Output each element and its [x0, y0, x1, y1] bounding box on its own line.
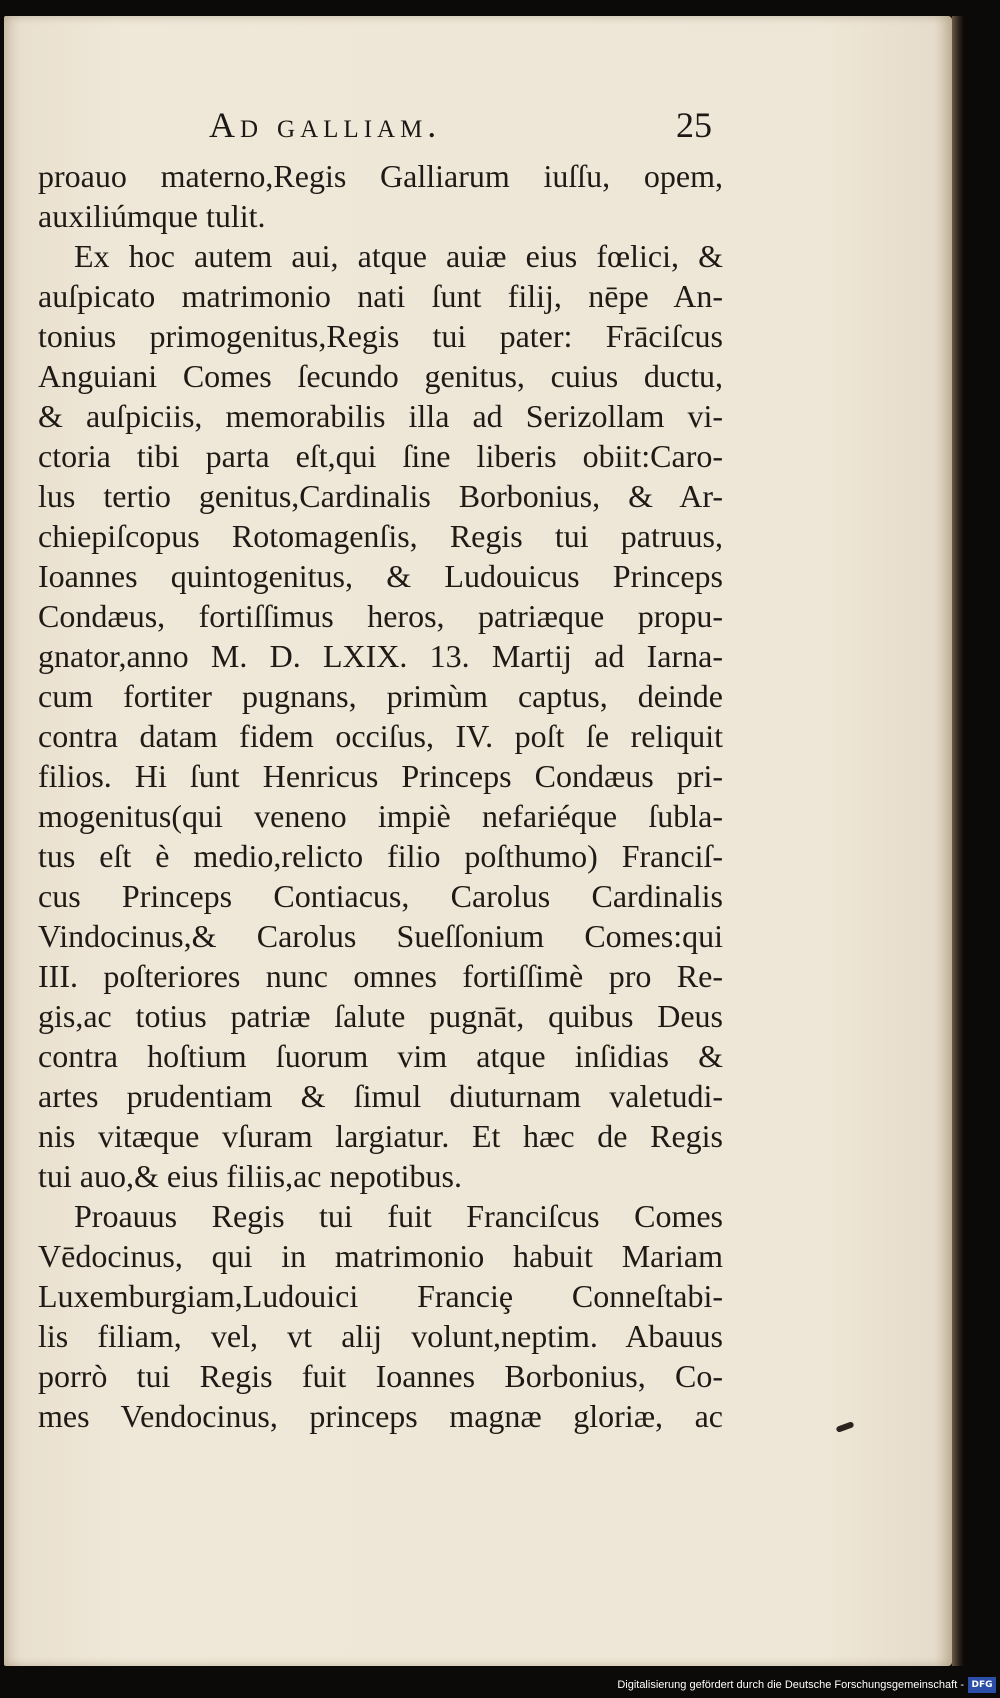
- text-line: Ex hoc autem aui, atque auiæ eius fœlici, &: [74, 238, 723, 274]
- text-line: Luxemburgiam,Ludouici Franciȩ Conneſtabi-: [38, 1278, 723, 1314]
- text-line: & auſpiciis, memorabilis illa ad Serizollam vi-: [38, 398, 723, 434]
- text-line: nis vitæque vſuram largiatur. Et hæc de Regis: [38, 1118, 723, 1154]
- text-line: tui auo,& eius filiis,ac nepotibus.: [38, 1158, 462, 1194]
- digitization-credit: Digitalisierung gefördert durch die Deutsche Forschungsgemeinschaft -: [617, 1679, 964, 1691]
- text-line: contra datam fidem occiſus, IV. poſt ſe reliquit: [38, 718, 723, 754]
- text-line: Condæus, fortiſſimus heros, patriæque propu-: [38, 598, 723, 634]
- text-line: ctoria tibi parta eſt,qui ſine liberis obiit:Caro-: [38, 438, 723, 474]
- text-line: auſpicato matrimonio nati ſunt filij, nēpe An-: [38, 278, 723, 314]
- text-line: lus tertio genitus,Cardinalis Borbonius, & Ar-: [38, 478, 723, 514]
- body-text: [38, 156, 723, 1436]
- text-line: III. poſteriores nunc omnes fortiſſimè pro Re-: [38, 958, 723, 994]
- text-line: lis filiam, vel, vt alij volunt,neptim. Abauus: [38, 1318, 723, 1354]
- running-head: Ad galliam.: [209, 105, 442, 145]
- text-line: artes prudentiam & ſimul diuturnam valetudi-: [38, 1078, 723, 1114]
- text-line: chiepiſcopus Rotomagenſis, Regis tui patruus,: [38, 518, 723, 554]
- text-line: gis,ac totius patriæ ſalute pugnāt, quibus Deus: [38, 998, 723, 1034]
- ink-speck: [836, 1421, 855, 1433]
- text-line: tus eſt è medio,relicto filio poſthumo) Franciſ-: [38, 838, 723, 874]
- text-line: filios. Hi ſunt Henricus Princeps Condæus pri-: [38, 758, 723, 794]
- text-line: Vindocinus,& Carolus Sueſſonium Comes:qui: [38, 918, 723, 954]
- page-header: [4, 104, 952, 152]
- text-line: gnator,anno M. D. LXIX. 13. Martij ad Iarna-: [38, 638, 723, 674]
- text-line: tonius primogenitus,Regis tui pater: Frāciſcus: [38, 318, 723, 354]
- text-line: proauo materno,Regis Galliarum iuſſu, opem,: [38, 158, 723, 194]
- text-line: Ioannes quintogenitus, & Ludouicus Princeps: [38, 558, 723, 594]
- text-line: contra hoſtium ſuorum vim atque inſidias &: [38, 1038, 723, 1074]
- text-line: Anguiani Comes ſecundo genitus, cuius ductu,: [38, 358, 723, 394]
- page-edge-shadow: [952, 16, 964, 1666]
- text-line: mes Vendocinus, princeps magnæ gloriæ, ac: [38, 1398, 723, 1434]
- text-line: cus Princeps Contiacus, Carolus Cardinalis: [38, 878, 723, 914]
- text-line: cum fortiter pugnans, primùm captus, deinde: [38, 678, 723, 714]
- text-line: Vēdocinus, qui in matrimonio habuit Mariam: [38, 1238, 723, 1274]
- book-page: [4, 16, 952, 1666]
- text-line: mogenitus(qui veneno impiè nefariéque ſubla-: [38, 798, 723, 834]
- page-number: 25: [676, 105, 712, 145]
- text-line: auxiliúmque tulit.: [38, 198, 266, 234]
- dfg-logo: DFG: [968, 1677, 996, 1693]
- text-line: porrò tui Regis fuit Ioannes Borbonius, Co-: [38, 1358, 723, 1394]
- text-line: Proauus Regis tui fuit Franciſcus Comes: [74, 1198, 723, 1234]
